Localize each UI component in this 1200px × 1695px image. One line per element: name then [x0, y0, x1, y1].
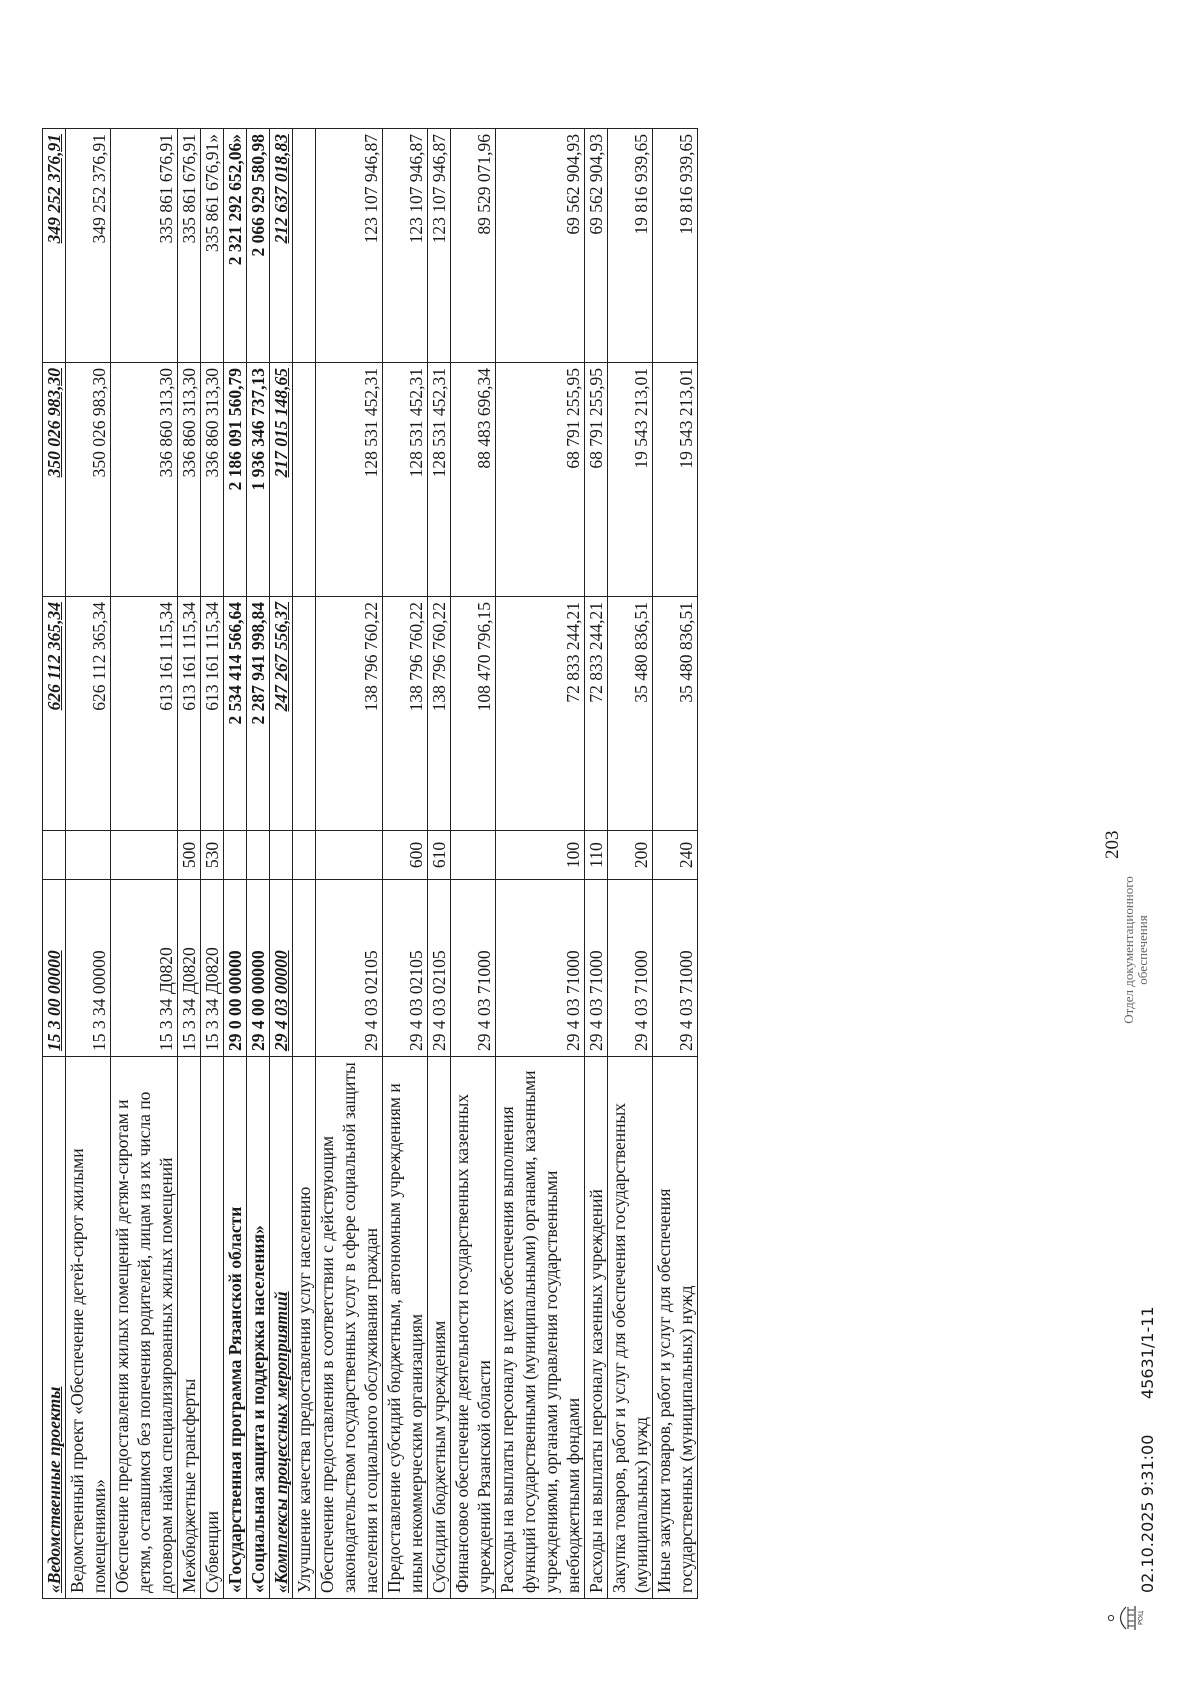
- row-name-cell: Расходы на выплаты персоналу казенных учреждений: [585, 1057, 608, 1599]
- row-amount-cell: 89 529 071,96: [451, 129, 496, 363]
- row-amount-cell: 128 531 452,31: [383, 363, 428, 597]
- row-amount-cell: 72 833 244,21: [585, 597, 608, 831]
- table-row: [111, 129, 178, 1599]
- table-row: [43, 129, 66, 1599]
- table-row: [608, 129, 653, 1599]
- row-name-cell: Улучшение качества предоставления услуг населению: [293, 1057, 316, 1599]
- table-row: [383, 129, 428, 1599]
- row-amount-cell: 128 531 452,31: [316, 363, 383, 597]
- row-amount-cell: 69 562 904,93: [585, 129, 608, 363]
- row-amount-cell: 335 861 676,91»: [201, 129, 224, 363]
- row-name-cell: Расходы на выплаты персоналу в целях обеспечения выполнения функций государственными (муниципальными) органами, казенными учреждениями, органами управления государственными внебюджетными фондами: [496, 1057, 585, 1599]
- row-amount-cell: 2 186 091 560,79: [224, 363, 247, 597]
- table-row: [585, 129, 608, 1599]
- row-amount-cell: 108 470 796,15: [451, 597, 496, 831]
- row-code-cell: 29 4 03 71000: [608, 880, 653, 1057]
- row-expense-type-cell: 200: [608, 831, 653, 880]
- row-expense-type-cell: [247, 831, 270, 880]
- row-amount-cell: 123 107 946,87: [428, 129, 451, 363]
- row-name-cell: Финансовое обеспечение деятельности государственных казенных учреждений Рязанской области: [451, 1057, 496, 1599]
- row-code-cell: 29 4 03 00000: [270, 880, 293, 1057]
- table-row: [224, 129, 247, 1599]
- row-expense-type-cell: 240: [653, 831, 698, 880]
- row-expense-type-cell: [451, 831, 496, 880]
- row-amount-cell: 35 480 836,51: [653, 597, 698, 831]
- row-expense-type-cell: [224, 831, 247, 880]
- page-number: 203: [1102, 830, 1123, 859]
- row-name-cell: «Государственная программа Рязанской области: [224, 1057, 247, 1599]
- row-amount-cell: 72 833 244,21: [496, 597, 585, 831]
- row-expense-type-cell: 610: [428, 831, 451, 880]
- row-amount-cell: [293, 129, 316, 363]
- row-expense-type-cell: [293, 831, 316, 880]
- row-name-cell: Закупка товаров, работ и услуг для обеспечения государственных (муниципальных) нужд: [608, 1057, 653, 1599]
- row-expense-type-cell: 530: [201, 831, 224, 880]
- print-timestamp: 02.10.2025 9:31:00: [1138, 1434, 1157, 1593]
- table-row: [201, 129, 224, 1599]
- row-amount-cell: 19 816 939,65: [653, 129, 698, 363]
- row-amount-cell: 212 637 018,83: [270, 129, 293, 363]
- row-amount-cell: 19 543 213,01: [653, 363, 698, 597]
- table-row: [270, 129, 293, 1599]
- row-name-cell: Межбюджетные трансферты: [178, 1057, 201, 1599]
- row-name-cell: Обеспечение предоставления жилых помещений детям-сиротам и детям, оставшимся без попечения родителей, лицам из их числа по договорам найма специализированных жилых помещений: [111, 1057, 178, 1599]
- row-amount-cell: 349 252 376,91: [66, 129, 111, 363]
- row-expense-type-cell: [316, 831, 383, 880]
- row-amount-cell: 68 791 255,95: [585, 363, 608, 597]
- table-row: [428, 129, 451, 1599]
- stamp-line: обеспечения: [1135, 915, 1150, 985]
- row-amount-cell: 138 796 760,22: [316, 597, 383, 831]
- row-expense-type-cell: [270, 831, 293, 880]
- row-amount-cell: 613 161 115,34: [178, 597, 201, 831]
- row-code-cell: 15 3 34 Д0820: [111, 880, 178, 1057]
- table-row: [316, 129, 383, 1599]
- table-row: [653, 129, 698, 1599]
- table-row: [178, 129, 201, 1599]
- budget-table: [42, 128, 698, 1599]
- row-amount-cell: 69 562 904,93: [496, 129, 585, 363]
- row-amount-cell: 2 287 941 998,84: [247, 597, 270, 831]
- row-amount-cell: 128 531 452,31: [428, 363, 451, 597]
- row-amount-cell: 138 796 760,22: [428, 597, 451, 831]
- row-amount-cell: 138 796 760,22: [383, 597, 428, 831]
- emblem-logo: [1106, 1603, 1144, 1633]
- row-code-cell: 29 0 00 00000: [224, 880, 247, 1057]
- row-code-cell: 29 4 03 71000: [496, 880, 585, 1057]
- row-amount-cell: 626 112 365,34: [43, 597, 66, 831]
- row-amount-cell: 19 816 939,65: [608, 129, 653, 363]
- row-code-cell: 15 3 34 00000: [66, 880, 111, 1057]
- table-row: [66, 129, 111, 1599]
- row-expense-type-cell: 110: [585, 831, 608, 880]
- row-code-cell: 29 4 03 02105: [383, 880, 428, 1057]
- row-name-cell: Иные закупки товаров, работ и услуг для обеспечения государственных (муниципальных) нужд: [653, 1057, 698, 1599]
- row-amount-cell: 613 161 115,34: [201, 597, 224, 831]
- row-name-cell: «Ведомственные проекты: [43, 1057, 66, 1599]
- row-name-cell: Субсидии бюджетным учреждениям: [428, 1057, 451, 1599]
- row-amount-cell: 350 026 983,30: [66, 363, 111, 597]
- row-amount-cell: 1 936 346 737,13: [247, 363, 270, 597]
- row-amount-cell: [293, 597, 316, 831]
- row-amount-cell: 247 267 556,37: [270, 597, 293, 831]
- row-amount-cell: 217 015 148,65: [270, 363, 293, 597]
- table-row: [496, 129, 585, 1599]
- department-stamp: [1122, 825, 1150, 1075]
- row-amount-cell: 335 861 676,91: [111, 129, 178, 363]
- row-name-cell: Субвенции: [201, 1057, 224, 1599]
- row-expense-type-cell: 100: [496, 831, 585, 880]
- row-amount-cell: 123 107 946,87: [383, 129, 428, 363]
- row-amount-cell: 35 480 836,51: [608, 597, 653, 831]
- row-amount-cell: 336 860 313,30: [201, 363, 224, 597]
- row-expense-type-cell: [111, 831, 178, 880]
- table-row: [247, 129, 270, 1599]
- row-amount-cell: 2 066 929 580,98: [247, 129, 270, 363]
- table-row: [451, 129, 496, 1599]
- row-amount-cell: 336 860 313,30: [178, 363, 201, 597]
- row-code-cell: 15 3 34 Д0820: [201, 880, 224, 1057]
- row-code-cell: 15 3 00 00000: [43, 880, 66, 1057]
- row-amount-cell: 335 861 676,91: [178, 129, 201, 363]
- row-code-cell: 29 4 03 02105: [316, 880, 383, 1057]
- row-name-cell: Предоставление субсидий бюджетным, автономным учреждениям и иным некоммерческим организациям: [383, 1057, 428, 1599]
- row-code-cell: 29 4 03 02105: [428, 880, 451, 1057]
- budget-table-body: [43, 129, 698, 1599]
- row-code-cell: 29 4 00 00000: [247, 880, 270, 1057]
- row-code-cell: 15 3 34 Д0820: [178, 880, 201, 1057]
- row-amount-cell: 88 483 696,34: [451, 363, 496, 597]
- row-code-cell: 29 4 03 71000: [653, 880, 698, 1057]
- row-expense-type-cell: 600: [383, 831, 428, 880]
- row-name-cell: Ведомственный проект «Обеспечение детей-сирот жилыми помещениями»: [66, 1057, 111, 1599]
- row-amount-cell: [293, 363, 316, 597]
- row-amount-cell: 350 026 983,30: [43, 363, 66, 597]
- row-name-cell: Обеспечение предоставления в соответствии с действующим законодательством государственных услуг в сфере социальной защиты населения и социального обслуживания граждан: [316, 1057, 383, 1599]
- row-expense-type-cell: 500: [178, 831, 201, 880]
- row-amount-cell: 2 321 292 652,06»: [224, 129, 247, 363]
- row-expense-type-cell: [66, 831, 111, 880]
- row-amount-cell: 68 791 255,95: [496, 363, 585, 597]
- row-amount-cell: 19 543 213,01: [608, 363, 653, 597]
- row-amount-cell: 626 112 365,34: [66, 597, 111, 831]
- svg-text:РОЦ: РОЦ: [1136, 1610, 1144, 1626]
- row-amount-cell: 613 161 115,34: [111, 597, 178, 831]
- row-amount-cell: 2 534 414 566,64: [224, 597, 247, 831]
- row-code-cell: 29 4 03 71000: [451, 880, 496, 1057]
- table-row: [293, 129, 316, 1599]
- row-code-cell: 29 4 03 71000: [585, 880, 608, 1057]
- document-number: 45631/1-11: [1138, 1306, 1157, 1399]
- row-amount-cell: 336 860 313,30: [111, 363, 178, 597]
- stamp-line: Отдел документационного: [1121, 876, 1136, 1024]
- row-code-cell: [293, 880, 316, 1057]
- row-expense-type-cell: [43, 831, 66, 880]
- row-name-cell: «Социальная защита и поддержка населения»: [247, 1057, 270, 1599]
- row-amount-cell: 349 252 376,91: [43, 129, 66, 363]
- row-name-cell: «Комплексы процессных мероприятий: [270, 1057, 293, 1599]
- row-amount-cell: 123 107 946,87: [316, 129, 383, 363]
